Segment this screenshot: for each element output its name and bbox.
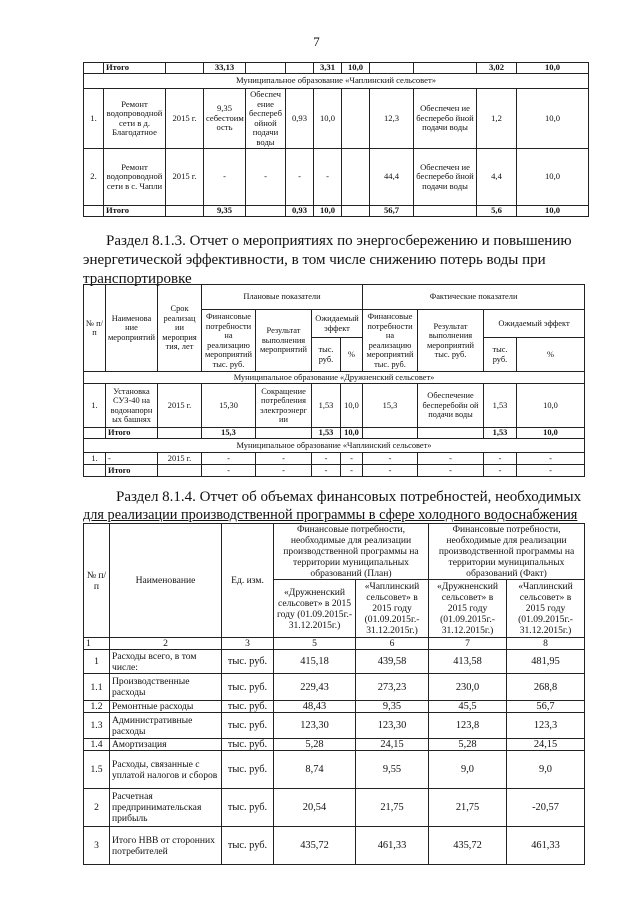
cell: 10,0 [517, 384, 585, 428]
cell: 439,58 [356, 650, 429, 674]
cell: Обеспечен ие бесперебо йной подачи воды [414, 149, 477, 206]
cell: Административные расходы [110, 713, 222, 739]
table-row [84, 674, 585, 701]
table-row [84, 827, 585, 865]
cell: Расчетная предпринимательская прибыль [110, 789, 222, 827]
cell: 24,15 [507, 739, 585, 751]
table-row [84, 650, 585, 674]
section-heading-813-line1: Раздел 8.1.3. Отчет о мероприятиях по энергосбережению и повышению [106, 233, 572, 249]
cell: - [204, 149, 246, 206]
col-header-plan: Плановые показатели [202, 285, 363, 310]
cell: 44,4 [370, 149, 414, 206]
cell: 123,8 [429, 713, 507, 739]
cell: 10,0 [314, 89, 342, 149]
cell: тыс. руб. [222, 827, 274, 865]
cell: 56,7 [370, 206, 414, 217]
col-header-druzh-plan: «Дружненский сельсовет» в 2015 году (01.09.2015г.- 31.12.2015г.) [274, 580, 356, 638]
cell: 5,28 [429, 739, 507, 751]
cell: 21,75 [356, 789, 429, 827]
cell: - [202, 465, 256, 477]
col-header-unit: Ед. изм. [222, 524, 274, 638]
cell: - [484, 453, 517, 465]
cell: 2 [84, 789, 110, 827]
cell: 10,0 [517, 149, 589, 206]
col-number: 1 [84, 638, 110, 650]
cell: - [484, 465, 517, 477]
cell: 2015 г. [158, 453, 202, 465]
total-row [84, 206, 589, 217]
cell: 9,0 [429, 751, 507, 789]
cell: Производственные расходы [110, 674, 222, 701]
cell: 435,72 [274, 827, 356, 865]
col-header-fact-res: Результат выполнения мероприятий тыс. руб. [418, 310, 484, 372]
column-number-row [84, 638, 585, 650]
col-header-plan-fin: Финансовые потребности на реализацию мероприятий тыс. руб. [202, 310, 256, 372]
cell: 1,53 [312, 428, 341, 439]
cell: 413,58 [429, 650, 507, 674]
cell: -20,57 [507, 789, 585, 827]
financial-needs-table [83, 523, 585, 865]
cell: Итого НВВ от сторонних потребителей [110, 827, 222, 865]
cell: тыс. руб. [222, 751, 274, 789]
table-row [84, 453, 585, 465]
table-row [84, 739, 585, 751]
total-label: Итого [104, 206, 166, 217]
cell: 2015 г. [166, 149, 204, 206]
cell: тыс. руб. [222, 739, 274, 751]
cell: - [312, 453, 341, 465]
cell: 21,75 [429, 789, 507, 827]
cell: 56,7 [507, 701, 585, 713]
cell: 48,43 [274, 701, 356, 713]
cell: Ремонт водопроводной сети в д. Благодатное [104, 89, 166, 149]
total-label: Итого [106, 465, 158, 477]
cell: Амортизация [110, 739, 222, 751]
col-header-fact: Финансовые потребности, необходимые для реализации производственной программы на территории муниципальных образований (Факт) [429, 524, 585, 580]
cell: 1.5 [84, 751, 110, 789]
cell: - [286, 149, 314, 206]
cell: - [246, 149, 286, 206]
col-header-fact-eff: Ожидаемый эффект [484, 310, 585, 338]
total-label: Итого [106, 428, 158, 439]
cell: - [363, 465, 418, 477]
cell: - [256, 453, 312, 465]
col-number: 8 [507, 638, 585, 650]
cell: 9,35 себестоим ость [204, 89, 246, 149]
total-row [84, 465, 585, 477]
table-row [84, 149, 589, 206]
cell: 10,0 [517, 428, 585, 439]
cell: Обеспеч ение беспереб ойной подачи воды [246, 89, 286, 149]
cell: 435,72 [429, 827, 507, 865]
col-number: 2 [110, 638, 222, 650]
cell: 1,53 [484, 384, 517, 428]
table-row [84, 384, 585, 428]
cell: 10,0 [517, 63, 589, 74]
cell: 9,35 [356, 701, 429, 713]
col-header-pct: % [517, 338, 585, 372]
cell: тыс. руб. [222, 701, 274, 713]
cell: - [256, 465, 312, 477]
col-header-tys: тыс. руб. [484, 338, 517, 372]
cell: Сокращение потребления электроэнерг ии [256, 384, 312, 428]
table-row [84, 63, 589, 74]
cell: 1,53 [312, 384, 341, 428]
cell: 4,4 [477, 149, 517, 206]
cell: 12,3 [370, 89, 414, 149]
col-header-plan-res: Результат выполнения мероприятий [256, 310, 312, 372]
cell: 10,0 [341, 428, 363, 439]
cell: - [418, 465, 484, 477]
cell: Расходы всего, в том числе: [110, 650, 222, 674]
col-header-pct: % [341, 338, 363, 372]
cell: 268,8 [507, 674, 585, 701]
table-row [84, 789, 585, 827]
cell: 415,18 [274, 650, 356, 674]
section-row [84, 74, 589, 89]
table-row [84, 89, 589, 149]
cell: 10,0 [314, 206, 342, 217]
cell: 3,02 [477, 63, 517, 74]
cell: - [363, 453, 418, 465]
col-number: 7 [429, 638, 507, 650]
table-row [84, 751, 585, 789]
cell: 10,0 [342, 63, 370, 74]
col-header-plan-eff: Ожидаемый эффект [312, 310, 363, 338]
section-title: Муниципальное образование «Чаплинский сельсовет» [84, 74, 589, 89]
section-heading-813-line2: энергетической эффективности, в том числе снижению потерь воды при [83, 252, 546, 268]
cell: Обеспечение бесперебойн ой подачи воды [418, 384, 484, 428]
col-number: 5 [274, 638, 356, 650]
cell: - [106, 453, 158, 465]
cell: 1,2 [477, 89, 517, 149]
cell: 1.4 [84, 739, 110, 751]
cell: 9,35 [204, 206, 246, 217]
cell: - [517, 465, 585, 477]
cell: - [341, 465, 363, 477]
cell: - [314, 149, 342, 206]
cell: 45,5 [429, 701, 507, 713]
cell: 1,53 [484, 428, 517, 439]
cell: тыс. руб. [222, 650, 274, 674]
col-header-fact: Фактические показатели [363, 285, 585, 310]
cell: 1.1 [84, 674, 110, 701]
cell: 123,3 [507, 713, 585, 739]
energy-saving-table [83, 284, 585, 477]
col-header-chapl-fact: «Чаплинский сельсовет» в 2015 году (01.09.2015г.- 31.12.2015г.) [507, 580, 585, 638]
total-row [84, 428, 585, 439]
section-row [84, 439, 585, 453]
cell: 229,43 [274, 674, 356, 701]
cell: 15,3 [363, 384, 418, 428]
cell: 15,30 [202, 384, 256, 428]
cell: - [517, 453, 585, 465]
col-number: 6 [356, 638, 429, 650]
cell: - [202, 453, 256, 465]
cell: - [341, 453, 363, 465]
section-row [84, 372, 585, 384]
cell: 2. [84, 149, 104, 206]
cell: 10,0 [517, 89, 589, 149]
cell: 230,0 [429, 674, 507, 701]
cell: 1. [84, 453, 106, 465]
cell: 1. [84, 384, 106, 428]
cell: 5,28 [274, 739, 356, 751]
cell: 3,31 [314, 63, 342, 74]
cell: Установка СУЗ-40 на водонапорн ых башнях [106, 384, 158, 428]
col-header-druzh-fact: «Дружненский сельсовет» в 2015 году (01.09.2015г.- 31.12.2015г.) [429, 580, 507, 638]
cell: 123,30 [274, 713, 356, 739]
water-repair-table [83, 62, 589, 217]
cell: 5,6 [477, 206, 517, 217]
cell: 9,55 [356, 751, 429, 789]
col-header-plan: Финансовые потребности, необходимые для реализации производственной программы на территории муниципальных образований (План) [274, 524, 429, 580]
section-heading-813-line3: транспортировке [83, 271, 192, 287]
cell: тыс. руб. [222, 713, 274, 739]
col-header-fact-fin: Финансовые потребности на реализацию мероприятий тыс. руб. [363, 310, 418, 372]
cell: 1. [84, 89, 104, 149]
cell: 2015 г. [158, 384, 202, 428]
page-number: 7 [313, 34, 320, 49]
col-header-tys: тыс. руб. [312, 338, 341, 372]
cell: Ремонт водопроводной сети в с. Чапли [104, 149, 166, 206]
cell: 3 [84, 827, 110, 865]
cell: 461,33 [507, 827, 585, 865]
section-title: Муниципальное образование «Дружненский сельсовет» [84, 372, 585, 384]
cell: 0,93 [286, 206, 314, 217]
cell: 20,54 [274, 789, 356, 827]
cell: Ремонтные расходы [110, 701, 222, 713]
cell: Расходы, связанные с уплатой налогов и сборов [110, 751, 222, 789]
cell: 1 [84, 650, 110, 674]
cell: 10,0 [517, 206, 589, 217]
cell: 10,0 [341, 384, 363, 428]
cell: 9,0 [507, 751, 585, 789]
section-title: Муниципальное образование «Чаплинский сельсовет» [84, 439, 585, 453]
table-row [84, 713, 585, 739]
cell: 8,74 [274, 751, 356, 789]
cell: 2015 г. [166, 89, 204, 149]
table-row [84, 701, 585, 713]
cell: - [418, 453, 484, 465]
cell: тыс. руб. [222, 674, 274, 701]
cell: 33,13 [204, 63, 246, 74]
cell: 123,30 [356, 713, 429, 739]
total-label: Итого [104, 63, 166, 74]
cell: 15,3 [202, 428, 256, 439]
cell: 1.3 [84, 713, 110, 739]
cell: 273,23 [356, 674, 429, 701]
cell: Обеспечен ие бесперебо йной подачи воды [414, 89, 477, 149]
col-header-term: Срок реализац ии мероприя тия, лет [158, 285, 202, 372]
col-number: 3 [222, 638, 274, 650]
col-header-num: № п/п [84, 285, 106, 372]
section-heading-814-line1: Раздел 8.1.4. Отчет об объемах финансовых потребностей, необходимых [116, 489, 582, 505]
col-header-name: Наименова ние мероприятий [106, 285, 158, 372]
cell: - [312, 465, 341, 477]
cell: 1.2 [84, 701, 110, 713]
col-header-num: № п/п [84, 524, 110, 638]
section-heading-814-line2: для реализации производственной программы в сфере холодного водоснабжения [83, 507, 578, 523]
col-header-name: Наименование [110, 524, 222, 638]
cell: 461,33 [356, 827, 429, 865]
col-header-chapl-plan: «Чаплинский сельсовет» в 2015 году (01.09.2015г.- 31.12.2015г.) [356, 580, 429, 638]
cell: 481,95 [507, 650, 585, 674]
cell: 24,15 [356, 739, 429, 751]
cell: 0,93 [286, 89, 314, 149]
cell: тыс. руб. [222, 789, 274, 827]
